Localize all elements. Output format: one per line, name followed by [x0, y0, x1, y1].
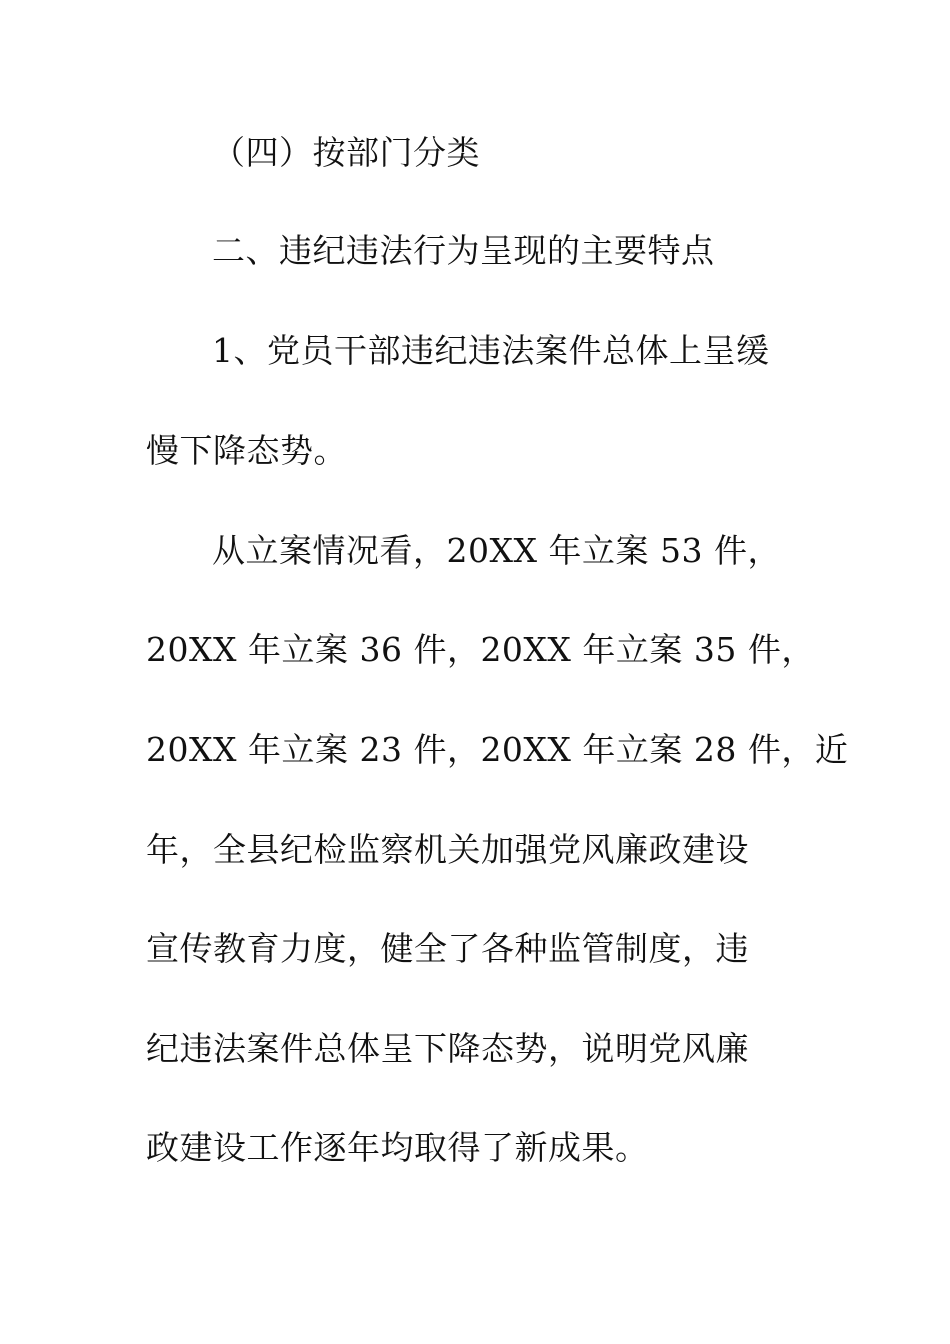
paragraph-line-2: 20XX 年立案 36 件，20XX 年立案 35 件，	[146, 630, 815, 669]
paragraph-line-4: 年，全县纪检监察机关加强党风廉政建设	[146, 830, 749, 869]
point-1-line-2: 慢下降态势。	[146, 431, 347, 470]
paragraph-line-6: 纪违法案件总体呈下降态势，说明党风廉	[146, 1029, 749, 1068]
paragraph-line-7: 政建设工作逐年均取得了新成果。	[146, 1128, 649, 1167]
paragraph-line-3: 20XX 年立案 23 件，20XX 年立案 28 件，近	[146, 730, 849, 769]
paragraph-line-1: 从立案情况看，20XX 年立案 53 件，	[212, 531, 781, 570]
point-1-line-1: 1、党员干部违纪违法案件总体上呈缓	[212, 331, 770, 370]
section-title: 二、违纪违法行为呈现的主要特点	[212, 231, 715, 270]
subheading-by-department: （四）按部门分类	[212, 133, 480, 172]
paragraph-line-5: 宣传教育力度，健全了各种监管制度，违	[146, 929, 749, 968]
